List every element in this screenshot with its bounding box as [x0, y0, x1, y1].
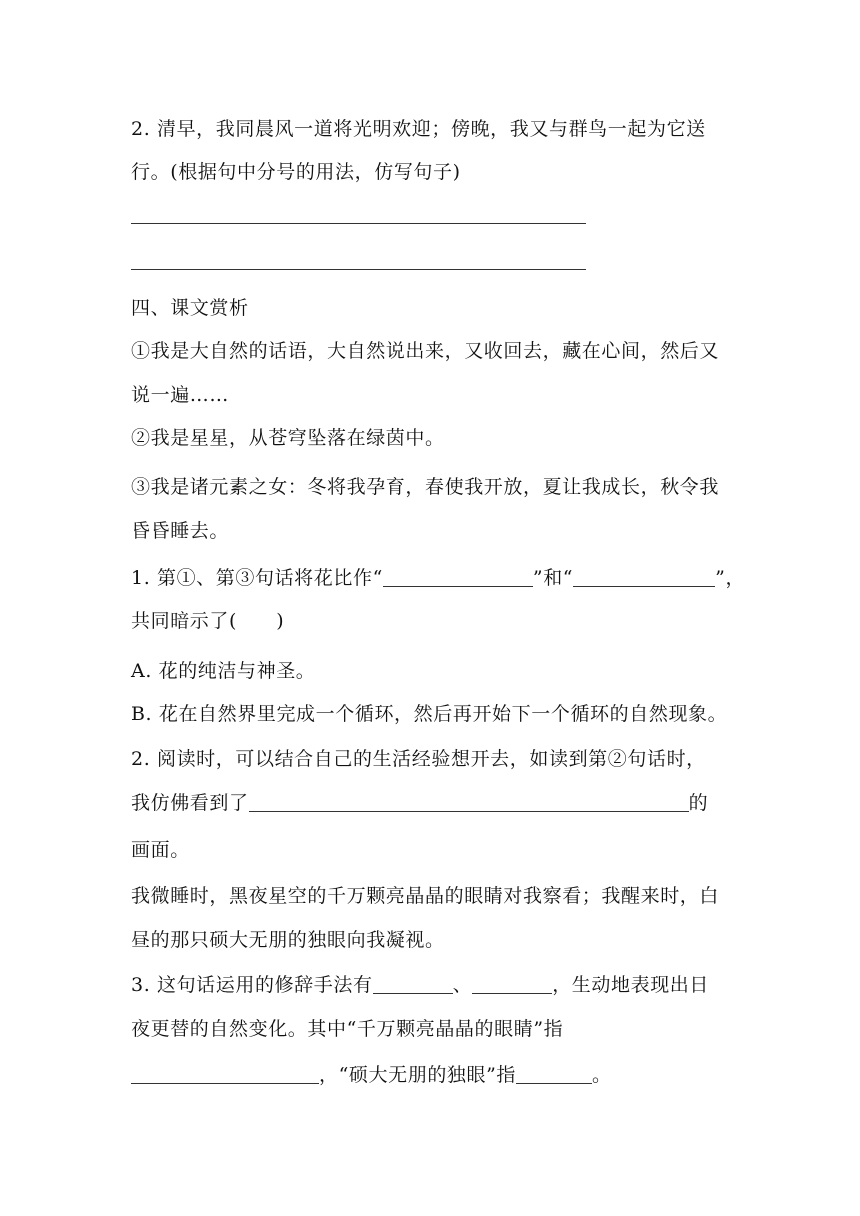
q1-blank-1[interactable] — [383, 568, 533, 587]
q1-line2: 共同暗示了( ) — [131, 610, 285, 632]
passage-sentence2: ②我是星星，从苍穹坠落在绿茵中。 — [131, 427, 445, 449]
q3-line2: 夜更替的自然变化。其中“千万颗亮晶晶的眼睛”指 — [131, 1018, 564, 1040]
q3-blank-4[interactable] — [516, 1065, 592, 1084]
q3-blank-1[interactable] — [373, 975, 453, 994]
passage-sentence3-line1: ③我是诸元素之女：冬将我孕育，春使我开放，夏让我成长，秋令我 — [131, 476, 720, 498]
q1-option-b[interactable]: B. 花在自然界里完成一个循环，然后再开始下一个循环的自然现象。 — [131, 703, 728, 725]
passage-sentence1-line1: ①我是大自然的话语，大自然说出来，又收回去，藏在心间，然后又 — [131, 340, 720, 362]
q3-line1-mid: 、 — [452, 974, 473, 996]
q3-line3 — [131, 1063, 612, 1087]
q3-line3-suffix: 。 — [592, 1064, 612, 1086]
q1-line1 — [131, 566, 745, 590]
passage2-line1: 我微睡时，黑夜星空的千万颗亮晶晶的眼睛对我察看；我醒来时，白 — [131, 885, 720, 907]
q3-line3-mid: ，“硕大无朋的独眼”指 — [319, 1064, 517, 1086]
answer-line-1[interactable] — [131, 223, 586, 224]
q1-option-a[interactable]: A. 花的纯洁与神圣。 — [131, 660, 316, 682]
q2-line2 — [131, 791, 708, 815]
q2-line2-prefix: 我仿佛看到了 — [131, 792, 249, 814]
answer-line-2[interactable] — [131, 269, 586, 270]
q2-line3: 画面。 — [131, 839, 190, 861]
q1-blank-2[interactable] — [573, 568, 715, 587]
q1-text-part1: 1. 第①、第③句话将花比作“ — [131, 567, 383, 589]
q3-blank-3[interactable] — [131, 1065, 319, 1084]
q2-blank[interactable] — [249, 793, 689, 812]
q2-sentence-line1: 2. 清早，我同晨风一道将光明欢迎；傍晚，我又与群鸟一起为它送 — [131, 118, 706, 140]
q3-blank-2[interactable] — [472, 975, 552, 994]
section-heading: 四、课文赏析 — [131, 297, 249, 319]
q2-line2-suffix: 的 — [688, 792, 709, 814]
q2-line1: 2. 阅读时，可以结合自己的生活经验想开去，如读到第②句话时， — [131, 748, 706, 770]
passage-sentence3-line2: 昏昏睡去。 — [131, 520, 230, 542]
q3-line1-suffix: ，生动地表现出日 — [552, 974, 709, 996]
passage2-line2: 昼的那只硕大无朋的独眼向我凝视。 — [131, 929, 445, 951]
q1-text-part2: ”和“ — [532, 567, 574, 589]
q3-line1 — [131, 973, 709, 997]
passage-sentence1-line2: 说一遍…… — [131, 384, 230, 406]
q1-text-part3: ”， — [715, 567, 746, 589]
q2-sentence-line2: 行。(根据句中分号的用法，仿写句子) — [131, 161, 461, 183]
q3-line1-prefix: 3. 这句话运用的修辞手法有 — [131, 974, 373, 996]
